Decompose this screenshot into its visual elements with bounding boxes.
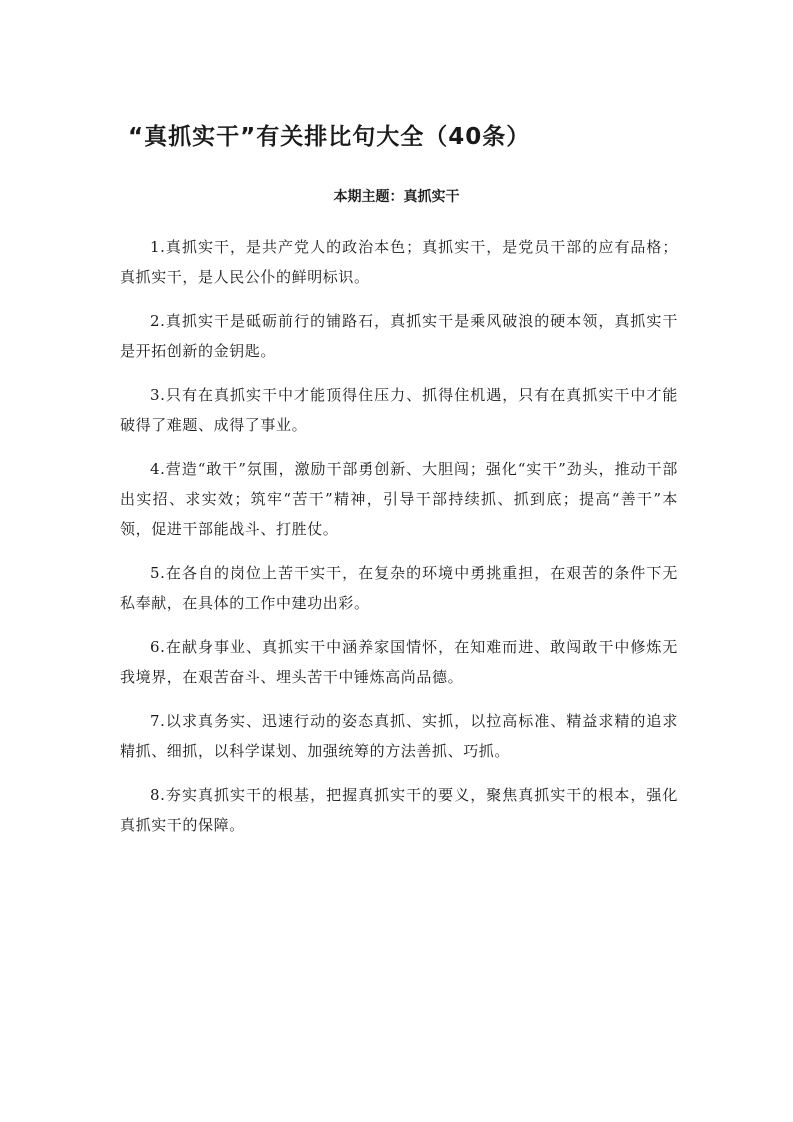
list-item: 3.只有在真抓实干中才能顶得住压力、抓得住机遇，只有在真抓实干中才能破得了难题、成得了事业。	[120, 386, 678, 434]
list-item: 4.营造“敢干”氛围，激励干部勇创新、大胆闯；强化“实干”劲头，推动干部出实招、求实效；筑牢“苦干”精神，引导干部持续抓、抓到底；提高“善干”本领，促进干部能战斗、打胜仗。	[120, 460, 678, 538]
sentence-list	[120, 232, 678, 854]
document-title: “真抓实干”有关排比句大全（40条）	[128, 124, 531, 150]
list-item: 6.在献身事业、真抓实干中涵养家国情怀，在知难而进、敢闯敢干中修炼无我境界，在艰苦奋斗、埋头苦干中锤炼高尚品德。	[120, 638, 678, 686]
document-subtitle: 本期主题：真抓实干	[333, 189, 460, 205]
list-item: 7.以求真务实、迅速行动的姿态真抓、实抓，以拉高标准、精益求精的追求精抓、细抓，以科学谋划、加强统筹的方法善抓、巧抓。	[120, 712, 678, 760]
list-item: 1.真抓实干，是共产党人的政治本色；真抓实干，是党员干部的应有品格；真抓实干，是人民公仆的鲜明标识。	[120, 238, 678, 286]
list-item: 8.夯实真抓实干的根基，把握真抓实干的要义，聚焦真抓实干的根本，强化真抓实干的保障。	[120, 786, 678, 834]
list-item: 2.真抓实干是砥砺前行的铺路石，真抓实干是乘风破浪的硬本领，真抓实干是开拓创新的金钥匙。	[120, 312, 678, 360]
list-item: 5.在各自的岗位上苦干实干，在复杂的环境中勇挑重担，在艰苦的条件下无私奉献，在具体的工作中建功出彩。	[120, 564, 678, 612]
